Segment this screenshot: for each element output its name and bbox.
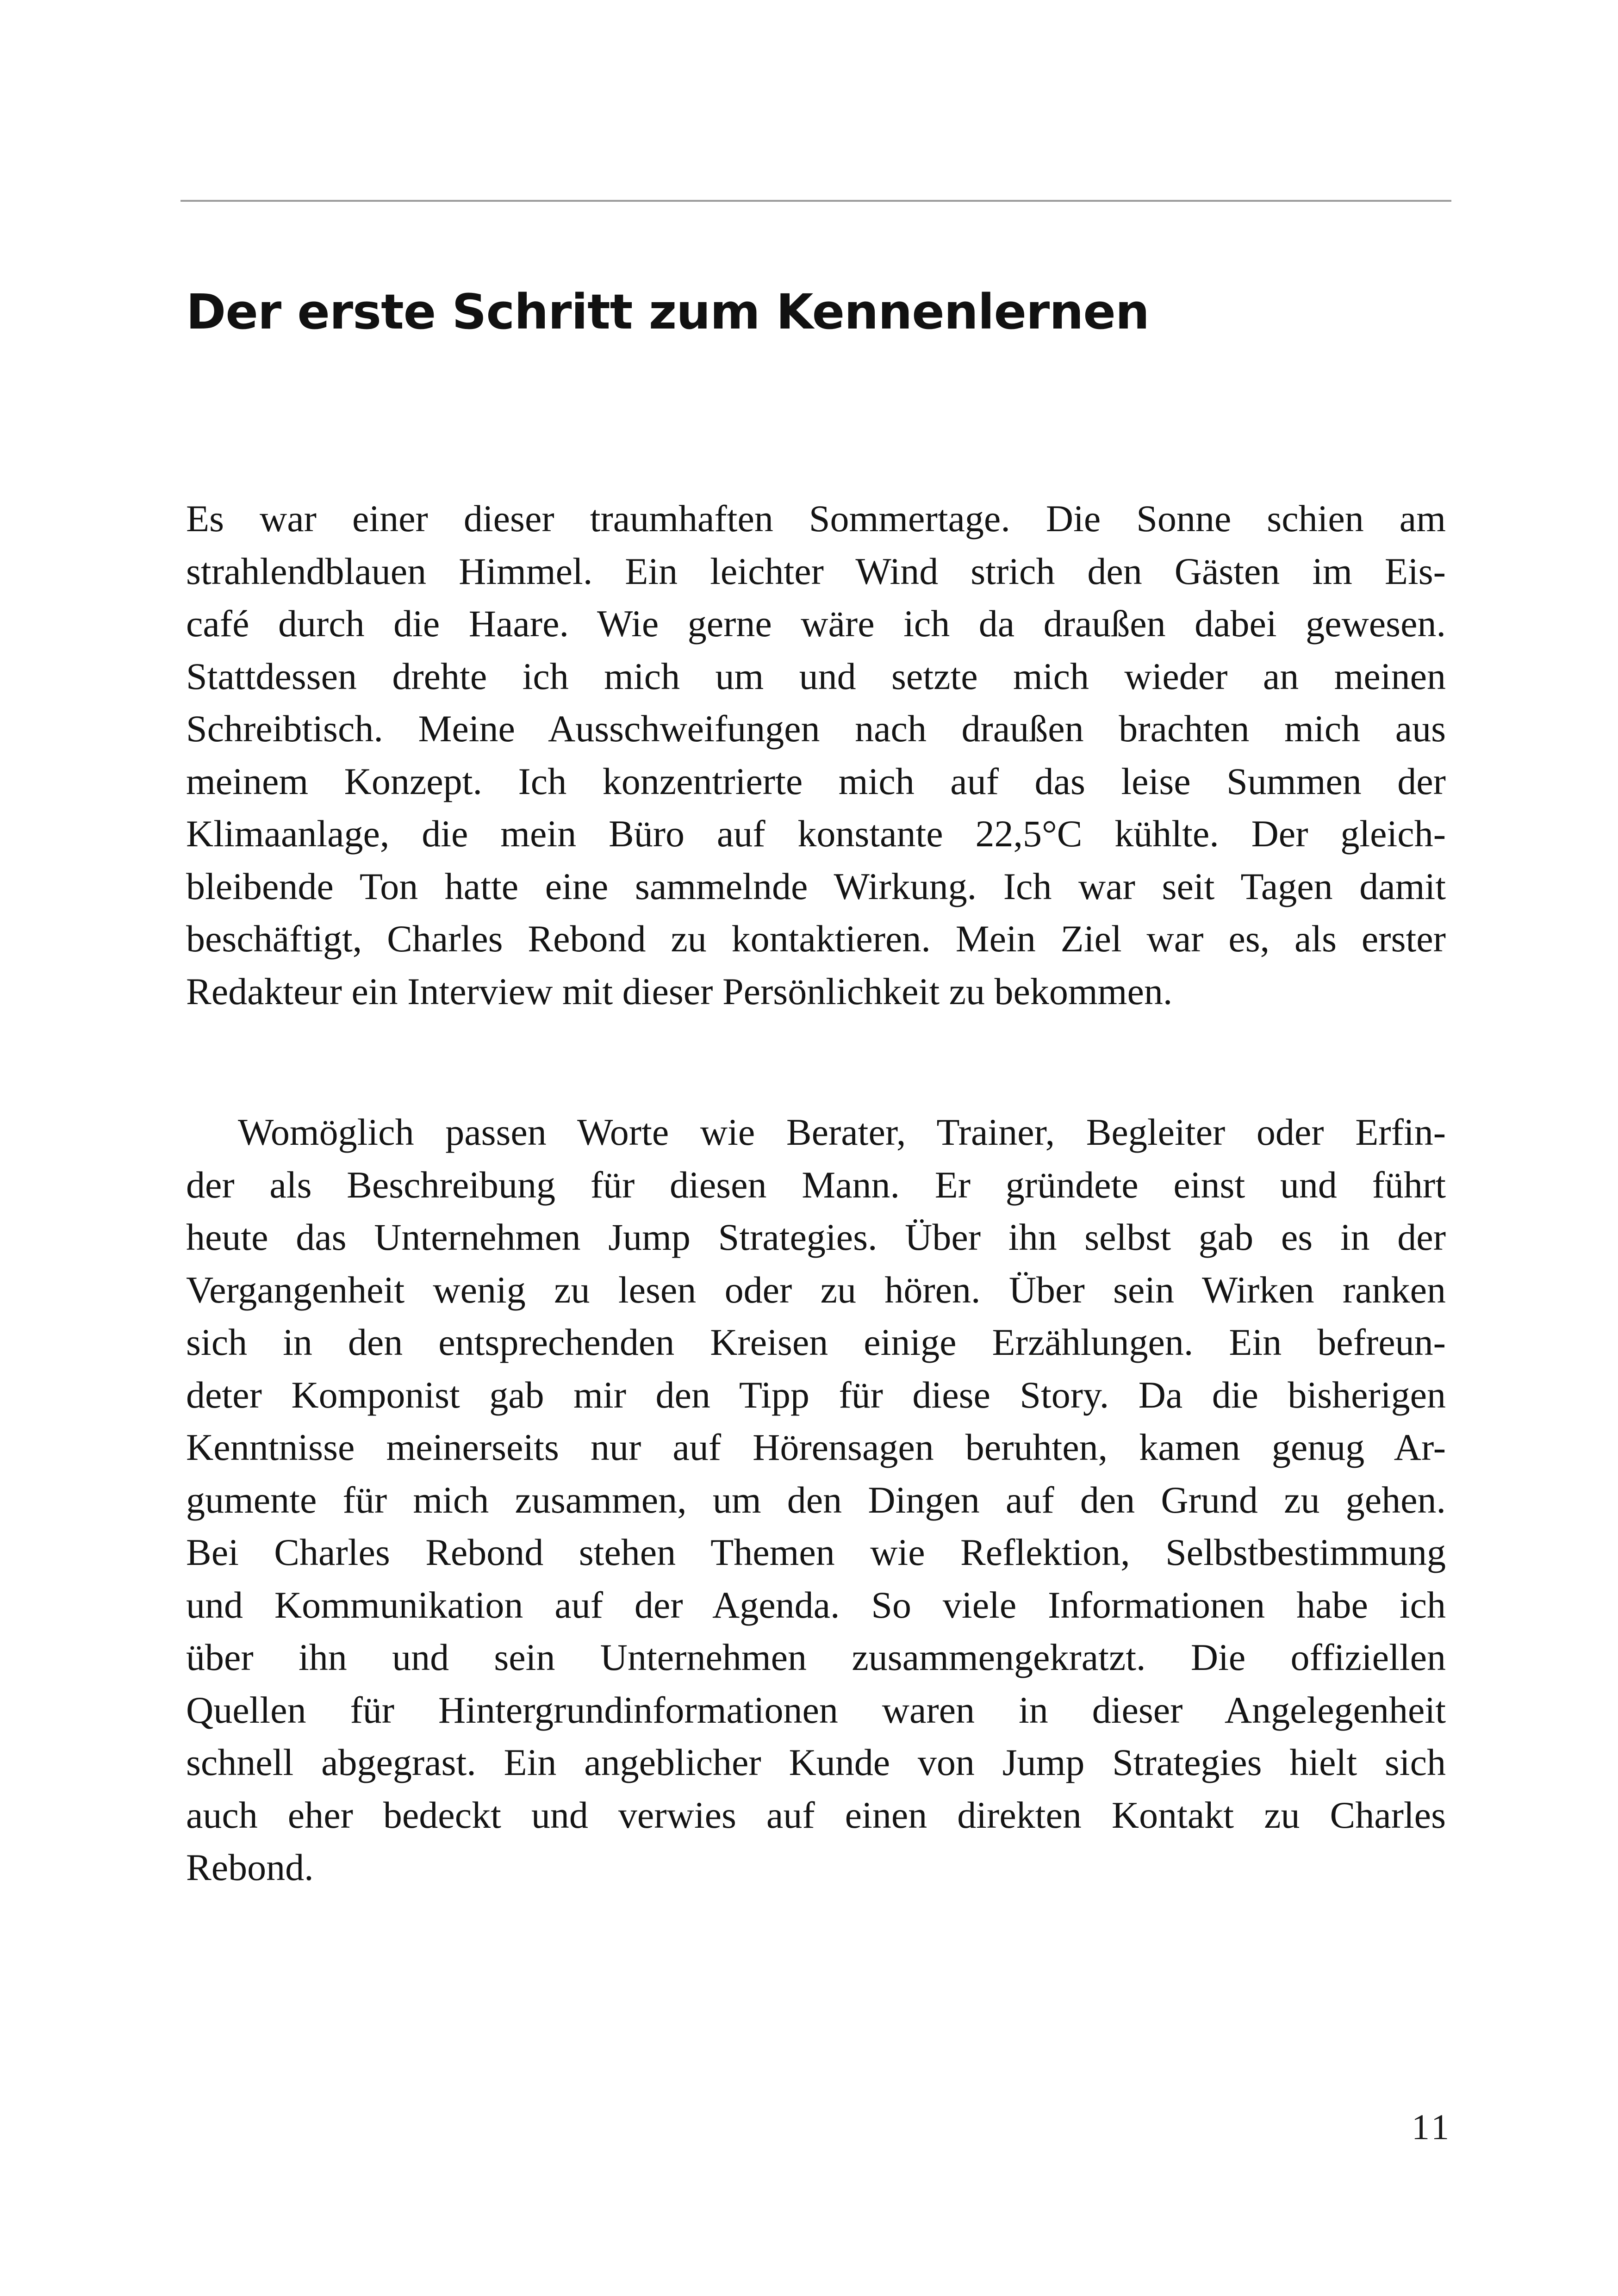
paragraph-2-line: auch eher bedeckt und verwies auf einen direkten Kontakt zu Charles (186, 1793, 1446, 1836)
paragraph-1-line: strahlendblauen Himmel. Ein leichter Wind strich den Gästen im Eis- (186, 550, 1446, 592)
paragraph-1-line: Stattdessen drehte ich mich um und setzte mich wieder an meinen (186, 655, 1446, 697)
paragraph-2-line: über ihn und sein Unternehmen zusammengekratzt. Die offiziellen (186, 1636, 1446, 1678)
header-rule (180, 200, 1451, 202)
paragraph-2 (186, 1106, 1446, 1894)
paragraph-1-line: bleibende Ton hatte eine sammelnde Wirkung. Ich war seit Tagen damit (186, 865, 1446, 907)
paragraph-1-line: Klimaanlage, die mein Büro auf konstante 22,5°C kühlte. Der gleich- (186, 813, 1446, 855)
paragraph-2-line: Kenntnisse meinerseits nur auf Hörensagen beruhten, kamen genug Ar- (186, 1426, 1446, 1468)
paragraph-1-line: meinem Konzept. Ich konzentrierte mich auf das leise Summen der (186, 760, 1446, 802)
paragraph-1-line: café durch die Haare. Wie gerne wäre ich da draußen dabei gewesen. (186, 602, 1446, 645)
chapter-title: Der erste Schritt zum Kennenlernen (186, 284, 1149, 340)
paragraph-2-line: Quellen für Hintergrundinformationen waren in dieser Angelegenheit (186, 1688, 1446, 1731)
paragraph-2-line: der als Beschreibung für diesen Mann. Er gründete einst und führt (186, 1163, 1446, 1206)
paragraph-1-line: Schreibtisch. Meine Ausschweifungen nach draußen brachten mich aus (186, 707, 1446, 750)
paragraph-2-line: und Kommunikation auf der Agenda. So viele Informationen habe ich (186, 1583, 1446, 1626)
paragraph-1-line: beschäftigt, Charles Rebond zu kontaktieren. Mein Ziel war es, als erster (186, 918, 1446, 960)
paragraph-2-line: gumente für mich zusammen, um den Dingen auf den Grund zu gehen. (186, 1478, 1446, 1521)
paragraph-2-line: Womöglich passen Worte wie Berater, Trainer, Begleiter oder Erfin- (238, 1111, 1446, 1153)
paragraph-1-line: Es war einer dieser traumhaften Sommertage. Die Sonne schien am (186, 497, 1446, 540)
paragraph-2-line: heute das Unternehmen Jump Strategies. Über ihn selbst gab es in der (186, 1216, 1446, 1258)
paragraph-2-line: Rebond. (186, 1846, 314, 1888)
paragraph-2-line: Bei Charles Rebond stehen Themen wie Reflektion, Selbstbestimmung (186, 1531, 1446, 1573)
paragraph-2-line: Vergangenheit wenig zu lesen oder zu hören. Über sein Wirken ranken (186, 1268, 1446, 1311)
paragraph-2-line: deter Komponist gab mir den Tipp für diese Story. Da die bisherigen (186, 1373, 1446, 1416)
paragraph-1-line: Redakteur ein Interview mit dieser Persönlichkeit zu bekommen. (186, 970, 1173, 1012)
page-number: 11 (1412, 2107, 1452, 2147)
paragraph-1 (186, 492, 1446, 1018)
paragraph-2-line: sich in den entsprechenden Kreisen einige Erzählungen. Ein befreun- (186, 1321, 1446, 1363)
paragraph-2-line: schnell abgegrast. Ein angeblicher Kunde von Jump Strategies hielt sich (186, 1741, 1446, 1783)
